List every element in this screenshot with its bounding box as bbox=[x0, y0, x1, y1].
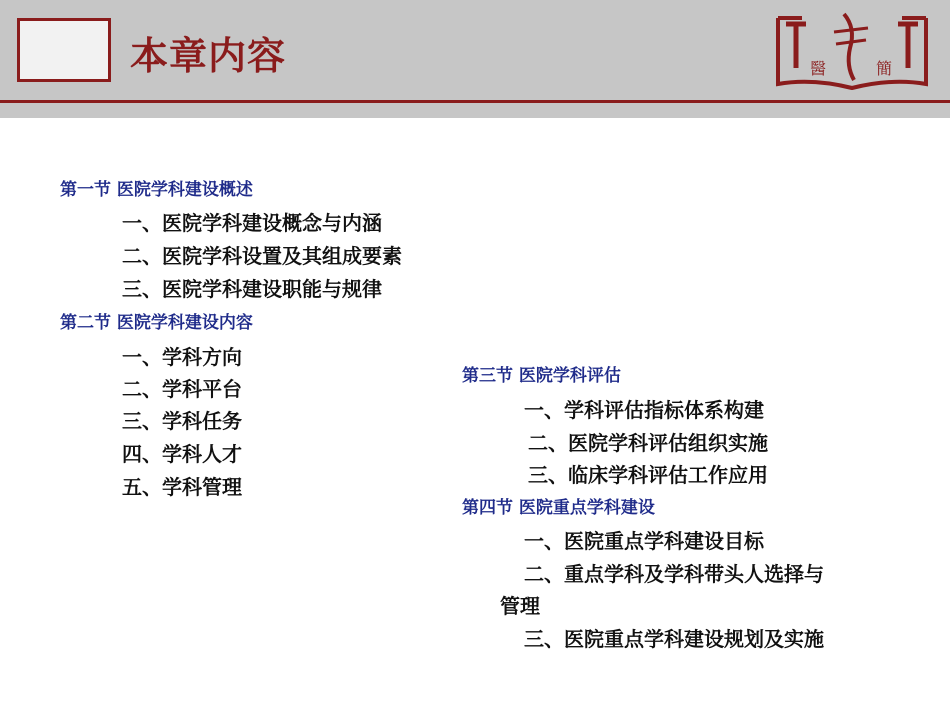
section-2-item: 五、学科管理 bbox=[122, 475, 242, 499]
section-heading-3: 第三节 医院学科评估 bbox=[462, 366, 621, 386]
section-2-item: 三、学科任务 bbox=[122, 409, 242, 433]
slide-title: 本章内容 bbox=[130, 34, 287, 78]
section-4-item: 二、重点学科及学科带头人选择与 bbox=[524, 562, 824, 586]
header-decorative-box bbox=[17, 18, 111, 82]
section-3-item: 一、学科评估指标体系构建 bbox=[524, 398, 764, 422]
logo-icon bbox=[772, 8, 932, 94]
logo-char: 醫 bbox=[810, 59, 827, 78]
section-2-item: 一、学科方向 bbox=[122, 345, 242, 369]
section-1-item: 一、医院学科建设概念与内涵 bbox=[122, 211, 382, 235]
logo-char: 簡 bbox=[876, 59, 893, 78]
header-divider bbox=[0, 100, 950, 103]
section-3-item: 三、临床学科评估工作应用 bbox=[528, 463, 768, 487]
section-heading-1: 第一节 医院学科建设概述 bbox=[60, 180, 253, 200]
section-1-item: 三、医院学科建设职能与规律 bbox=[122, 277, 382, 301]
section-2-item: 二、学科平台 bbox=[122, 377, 242, 401]
section-4-item: 一、医院重点学科建设目标 bbox=[524, 529, 764, 553]
section-4-item: 三、医院重点学科建设规划及实施 bbox=[524, 627, 824, 651]
section-1-item: 二、医院学科设置及其组成要素 bbox=[122, 244, 402, 268]
section-3-item: 二、医院学科评估组织实施 bbox=[528, 431, 768, 455]
section-heading-4: 第四节 医院重点学科建设 bbox=[462, 498, 655, 518]
section-heading-2: 第二节 医院学科建设内容 bbox=[60, 313, 253, 333]
section-2-item: 四、学科人才 bbox=[122, 442, 242, 466]
section-4-item-continued: 管理 bbox=[500, 594, 540, 618]
